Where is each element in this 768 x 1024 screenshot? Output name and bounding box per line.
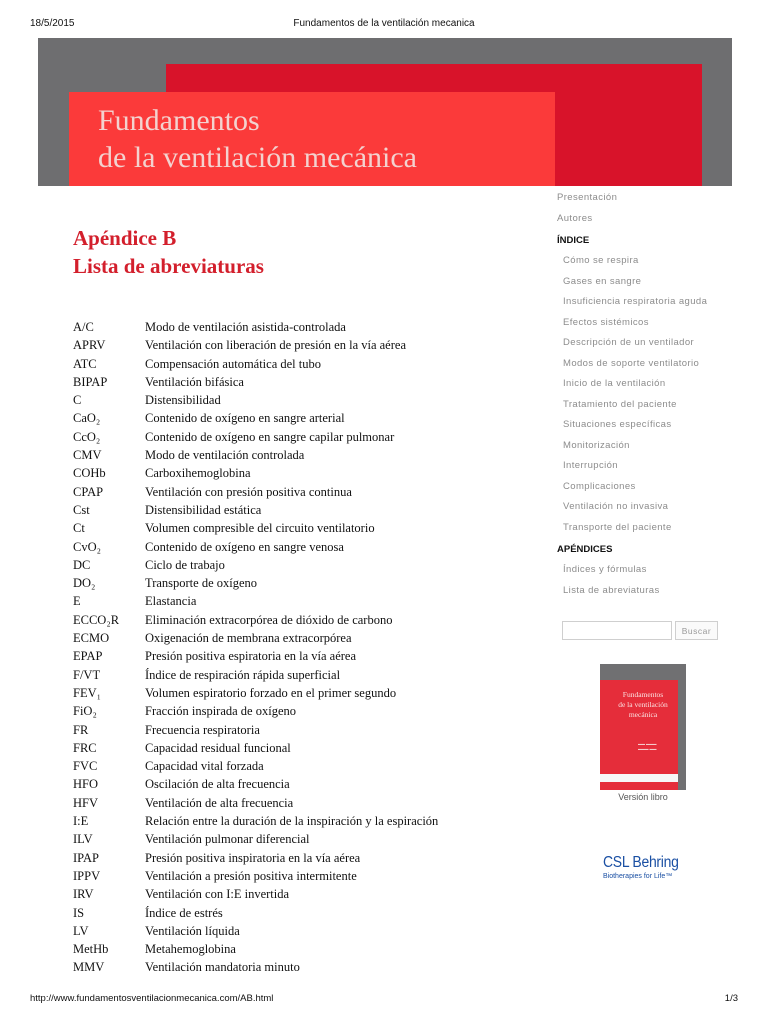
- abbreviation-definition: Ventilación bifásica: [145, 374, 244, 389]
- sidebar-index-link-3[interactable]: Efectos sistémicos: [563, 316, 649, 328]
- abbreviation-term: IRV: [73, 887, 94, 902]
- abbreviation-term: CcO₂: [73, 429, 101, 444]
- abbreviation-definition: Ventilación a presión positiva intermitente: [145, 868, 357, 883]
- abbreviation-term: COHb: [73, 466, 106, 481]
- abbreviation-definition: Volumen compresible del circuito ventilatorio: [145, 521, 375, 536]
- book-cover-title: [600, 690, 686, 720]
- book-cover-title-line-2: de la ventilación: [618, 700, 668, 709]
- site-title-line-1: Fundamentos: [98, 104, 260, 137]
- abbreviation-definition: Ciclo de trabajo: [145, 557, 225, 572]
- abbreviation-row: [73, 812, 493, 830]
- abbreviation-row: [73, 666, 493, 684]
- abbreviation-definition: Ventilación pulmonar diferencial: [145, 832, 310, 847]
- abbreviation-definition: Capacidad residual funcional: [145, 740, 291, 755]
- abbreviation-term: CaO₂: [73, 411, 101, 426]
- abbreviation-term: FVC: [73, 759, 98, 774]
- abbreviation-row: [73, 446, 493, 464]
- sidebar-index-link-12[interactable]: Ventilación no invasiva: [563, 501, 669, 512]
- book-cover-image[interactable]: [600, 664, 686, 790]
- book-cover-title-line-3: mecánica: [628, 710, 658, 719]
- abbreviation-row: [73, 611, 493, 629]
- csl-behring-logo[interactable]: [603, 854, 723, 880]
- page-title-line-1: Apéndice B: [73, 226, 177, 250]
- abbreviation-definition: Presión positiva inspiratoria en la vía aérea: [145, 850, 361, 865]
- print-page-number: 1/3: [724, 993, 738, 1004]
- abbreviation-row: [73, 721, 493, 739]
- abbreviation-definition: Contenido de oxígeno en sangre capilar pulmonar: [145, 429, 395, 444]
- abbreviation-definition: Ventilación con I:E invertida: [145, 887, 290, 902]
- sidebar-index-link-1[interactable]: Gases en sangre: [563, 275, 642, 287]
- abbreviation-row: [73, 428, 493, 446]
- abbreviation-definition: Ventilación mandatoria minuto: [145, 960, 300, 975]
- book-version-link[interactable]: Versión libro: [618, 792, 668, 802]
- sidebar-appendix-link-1[interactable]: Lista de abreviaturas: [563, 584, 660, 596]
- abbreviation-row: [73, 849, 493, 867]
- page-title: [73, 224, 264, 280]
- abbreviation-row: [73, 940, 493, 958]
- abbreviation-term: FEV₁: [73, 685, 101, 700]
- site-title-line-2: de la ventilación mecánica: [98, 141, 417, 174]
- abbreviation-definition: Oxigenación de membrana extracorpórea: [145, 631, 352, 646]
- print-date: 18/5/2015: [30, 18, 75, 29]
- abbreviation-definition: Ventilación con presión positiva continua: [145, 484, 352, 499]
- abbreviation-term: Cst: [73, 502, 90, 517]
- abbreviation-definition: Elastancia: [145, 594, 197, 609]
- abbreviation-definition: Frecuencia respiratoria: [145, 722, 260, 737]
- print-header: [30, 18, 738, 32]
- sidebar-heading-indice: ÍNDICE: [557, 235, 590, 246]
- abbreviation-definition: Índice de estrés: [145, 905, 223, 920]
- abbreviation-row: [73, 739, 493, 757]
- abbreviation-row: [73, 318, 493, 336]
- abbreviation-definition: Capacidad vital forzada: [145, 759, 264, 774]
- abbreviation-definition: Modo de ventilación asistida-controlada: [145, 320, 346, 334]
- abbreviation-term: CvO₂: [73, 539, 101, 554]
- sidebar-index-link-8[interactable]: Situaciones específicas: [563, 419, 672, 430]
- abbreviation-term: APRV: [73, 338, 106, 353]
- abbreviation-row: [73, 538, 493, 556]
- sidebar-index-link-5[interactable]: Modos de soporte ventilatorio: [563, 357, 700, 369]
- abbreviation-row: [73, 922, 493, 940]
- abbreviation-term: I:E: [73, 814, 89, 829]
- abbreviation-definition: Fracción inspirada de oxígeno: [145, 704, 296, 719]
- sidebar-index-link-6[interactable]: Inicio de la ventilación: [563, 378, 666, 389]
- abbreviation-definition: Contenido de oxígeno en sangre venosa: [145, 539, 344, 554]
- abbreviation-row: [73, 501, 493, 519]
- abbreviation-row: [73, 684, 493, 702]
- abbreviation-row: [73, 483, 493, 501]
- print-footer: [30, 993, 738, 1007]
- search-form: [562, 621, 722, 641]
- abbreviation-row: [73, 958, 493, 976]
- abbreviation-definition: Modo de ventilación controlada: [145, 448, 305, 463]
- sidebar-appendix-link-0[interactable]: Índices y fórmulas: [563, 564, 647, 575]
- abbreviation-definition: Índice de respiración rápida superficial: [145, 667, 341, 682]
- abbreviation-row: [73, 904, 493, 922]
- sidebar-link-presentacion[interactable]: Presentación: [557, 192, 618, 203]
- page-title-line-2: Lista de abreviaturas: [73, 254, 264, 278]
- abbreviation-definition: Presión positiva espiratoria en la vía aérea: [145, 649, 357, 664]
- sidebar-link-autores[interactable]: Autores: [557, 212, 593, 224]
- book-cover-publisher-bar: [600, 774, 678, 782]
- abbreviation-definition: Volumen espiratorio forzado en el primer segundo: [145, 685, 397, 700]
- abbreviation-row: [73, 757, 493, 775]
- sponsor-brand: CSL Behring: [603, 854, 679, 871]
- abbreviation-term: EPAP: [73, 649, 103, 664]
- abbreviation-term: LV: [73, 923, 89, 938]
- abbreviation-row: [73, 556, 493, 574]
- book-cover-title-line-1: Fundamentos: [622, 690, 664, 699]
- abbreviation-row: [73, 647, 493, 665]
- abbreviation-term: DO₂: [73, 576, 96, 591]
- abbreviation-row: [73, 409, 493, 427]
- abbreviation-row: [73, 519, 493, 537]
- print-title: Fundamentos de la ventilación mecanica: [293, 18, 475, 29]
- abbreviation-term: E: [73, 594, 81, 609]
- abbreviation-term: MetHb: [73, 942, 109, 957]
- abbreviation-definition: Ventilación con liberación de presión en la vía aérea: [145, 338, 406, 353]
- abbreviation-term: BIPAP: [73, 374, 108, 389]
- abbreviation-definition: Metahemoglobina: [145, 942, 236, 957]
- abbreviation-definition: Ventilación líquida: [145, 923, 240, 938]
- abbreviation-definition: Oscilación de alta frecuencia: [145, 777, 290, 792]
- abbreviation-term: F/VT: [73, 667, 101, 682]
- abbreviation-row: [73, 830, 493, 848]
- abbreviation-definition: Distensibilidad: [145, 393, 221, 408]
- abbreviation-term: HFV: [73, 795, 99, 810]
- sidebar-index-link-7[interactable]: Tratamiento del paciente: [563, 398, 677, 410]
- sidebar-index-link-11[interactable]: Complicaciones: [563, 480, 636, 492]
- abbreviation-term: IPAP: [73, 850, 99, 865]
- abbreviation-row: [73, 336, 493, 354]
- abbreviation-term: A/C: [73, 320, 94, 334]
- abbreviation-row: [73, 629, 493, 647]
- print-url: http://www.fundamentosventilacionmecanica.com/AB.html: [30, 993, 274, 1004]
- abbreviation-definition: Distensibilidad estática: [145, 502, 262, 517]
- abbreviation-term: ILV: [73, 832, 93, 847]
- abbreviation-row: [73, 464, 493, 482]
- abbreviation-definition: Ventilación de alta frecuencia: [145, 795, 294, 810]
- sidebar-index-link-4[interactable]: Descripción de un ventilador: [563, 337, 695, 348]
- abbreviation-term: Ct: [73, 521, 85, 536]
- abbreviation-definition: Compensación automática del tubo: [145, 356, 321, 371]
- abbreviation-term: MMV: [73, 960, 105, 975]
- sidebar-index-link-13[interactable]: Transporte del paciente: [563, 521, 672, 533]
- abbreviation-definition: Transporte de oxígeno: [145, 576, 258, 591]
- abbreviation-term: CMV: [73, 448, 102, 463]
- abbreviation-term: IPPV: [73, 868, 101, 883]
- sidebar-index-link-9[interactable]: Monitorización: [563, 439, 630, 451]
- abbreviation-term: C: [73, 393, 82, 408]
- sidebar-nav: [557, 188, 737, 601]
- abbreviation-list: [73, 318, 493, 977]
- abbreviation-term: FiO₂: [73, 704, 97, 719]
- abbreviation-term: ATC: [73, 356, 97, 371]
- abbreviation-row: [73, 702, 493, 720]
- abbreviation-row: [73, 373, 493, 391]
- book-cover-authors-graphic: ▬▬ ▬▬▬ ▬▬▬ ▬▬: [638, 742, 657, 751]
- abbreviation-term: FR: [73, 722, 89, 737]
- sidebar-index-link-10[interactable]: Interrupción: [563, 460, 618, 471]
- abbreviation-term: CPAP: [73, 484, 104, 499]
- sidebar-index-link-0[interactable]: Cómo se respira: [563, 255, 639, 266]
- abbreviation-definition: Relación entre la duración de la inspiración y la espiración: [145, 814, 439, 829]
- abbreviation-row: [73, 355, 493, 373]
- abbreviation-row: [73, 592, 493, 610]
- abbreviation-term: ECCO₂R: [73, 612, 120, 627]
- abbreviation-term: HFO: [73, 777, 99, 792]
- sidebar-index-link-2[interactable]: Insuficiencia respiratoria aguda: [563, 296, 708, 307]
- abbreviation-row: [73, 391, 493, 409]
- abbreviation-row: [73, 794, 493, 812]
- search-input[interactable]: [562, 621, 672, 640]
- abbreviation-term: IS: [73, 905, 85, 920]
- sidebar-heading-apendices: APÉNDICES: [557, 544, 613, 555]
- abbreviation-row: [73, 775, 493, 793]
- search-button[interactable]: Buscar: [675, 621, 718, 640]
- abbreviation-term: DC: [73, 557, 91, 572]
- sponsor-tagline: Biotherapies for Life™: [603, 873, 673, 880]
- abbreviation-term: ECMO: [73, 631, 110, 646]
- abbreviation-row: [73, 885, 493, 903]
- site-banner: [38, 38, 732, 186]
- abbreviation-row: [73, 867, 493, 885]
- abbreviation-definition: Contenido de oxígeno en sangre arterial: [145, 411, 345, 426]
- abbreviation-term: FRC: [73, 740, 97, 755]
- abbreviation-row: [73, 574, 493, 592]
- site-title[interactable]: [98, 102, 417, 176]
- abbreviation-definition: Eliminación extracorpórea de dióxido de carbono: [145, 612, 393, 627]
- abbreviation-definition: Carboxihemoglobina: [145, 466, 251, 481]
